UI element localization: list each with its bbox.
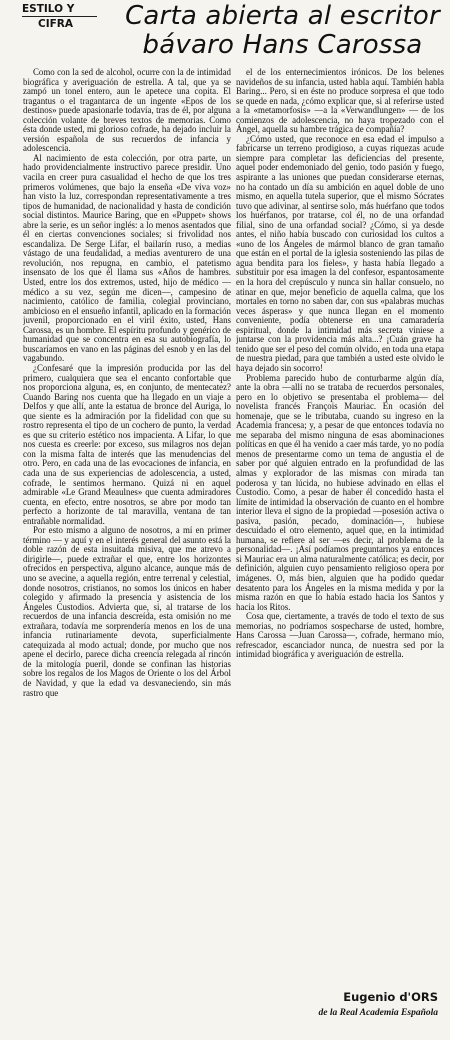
paragraph: Por esto mismo a alguno de nosotros, a mí en primer término — y aquí y en el interés general del asunto está la doble razón de esta insuitada misiva, que me atrevo a dirigirle—, puede extrañar el que, entre los horizontes ofrecidos en perspectiva, alguno alcance, aunque más de uno se avecine, a aquella región, entre terrenal y celestial, donde nosotros, cristianos, no somos los únicos en haber colegido y afirmado la presencia y asistencia de los Ángeles Custodios. Advierta que, si, al tratarse de los recuerdos de una infancia descreída, esta omisión no me extrañara, todavía me sorprendería menos en los de una infancia rutinariamente devota, superficialmente catequizada al modo actual; donde, por mucho que nos apene el decirlo, parece dicha creencia relegada al rincón de la mitología pueril, donde se confinan las historias sobre los regalos de los Magos de Oriente o los del Árbol de Navidad, y que la edad va desvaneciendo, sin más rastro que	[23, 525, 231, 698]
section-tag-line2: CIFRA	[38, 18, 73, 30]
right-column	[236, 68, 444, 1040]
paragraph: Cosa que, ciertamente, a través de todo el texto de sus memorias, no podríamos sospecharse de usted, hombre, Hans Carossa —Juan Carossa—, cofrade, hermano mío, refrescador, escanciador nunca, de nuestra sed por la intimidad biográfica y averiguación de estrella.	[236, 611, 444, 660]
paragraph: Al nacimiento de esta colección, por otra parte, un hado providencialmente instructivo parece presidir. Uno vacila en creer pura casualidad el hecho de que los tres primeros volúmenes, que bajo la enseña «De viva voz» han visto la luz, correspondan representativamente a tres tipos de humanidad, de nacionalidad y hasta de condición social distintos. Maurice Baring, que en «Puppet» shows abre la serie, es un señor inglés: a lo menos asentados que él en ciertas convenciones sociales; si frivolidad nos escandaliza. De Serge Lifar, el bailarín ruso, a medias vástago de una feudalidad, a medias aventurero de una revolución, nos repugna, en cambio, el patetismo insensato de los que él llama sus «Años de hambres. Usted, entre los dos extremos, usted, hijo de médico —médico a su vez, según me dicen—, campesino de nacimiento, católico de familia, colegial provinciano, ambicioso en el ensueño infantil, aplicado en la formación juvenil, proporcionado en el viril éxito, usted, Hans Carossa, es un hombre. El espíritu profundo y genérico de humanidad que se concentra en esa su autobiografía, lo buscaríamos en vano en las páginas del esnob y en las del vagabundo.	[23, 152, 231, 364]
article-title-line2: bávaro Hans Carossa	[142, 30, 423, 60]
paragraph: ¿Cómo usted, que reconoce en esa edad el impulso a fabricarse un terreno prodigioso, a cuyas riquezas acude siempre para completar las deficiencias del presente, aquel poder endemoniado del genio, todo pasión y fuego, aspirante a las uniones que puedan considerarse eternas, no ha contado un día su ambición en aquel doble de uno mismo, en aquella tutela superior, que el mismo Sócrates tuvo que adivinar, al sentirse solo, más huérfano que todos los huérfanos, por tratarse, col él, no de una orfandad filial, sino de una orfandad social? ¿Cómo, si ya desde antes, el niño había buscado con curiosidad los cultos a «uno de los Ángeles de mármol blanco de gran tamaño que están en el portal de la iglesia sosteniendo las pilas de agua bendita para los fieles», y hasta había llegado a substituir por esa imagen la del confesor, espantosamente en la hora del crepúsculo y nunca sin hallar consuelo, no atinar en que, mejor beneficio de aquella calma, que los mortales en torno no saben dar, con sus «palabras muchas veces ásperas» y que nunca llegan en el momento conveniente, podía obtenerse en una camaradería espiritual, donde la intimidad más secreta viniese a juntarse con la providencia más alta...? ¡Cuán grave ha tenido que ser el peso del común olvido, en toda una etapa de nuestra piedad, para que también a usted este olvido le haya dejado sin socorro!	[236, 133, 444, 373]
paragraph: Problema parecido hubo de conturbarme algún día, ante la obra —allí no se trataba de recuerdos personales, pero en lo objetivo se presentaba el problema— del novelista francés François Mauriac. En ocasión del homenaje, que se le tributaba, cuando su ingreso en la Academia francesa; y, a pesar de que entonces todavía no me separaba del mismo ninguna de esas abominaciones políticas en que él ha venido a caer más tarde, yo no podía menos de presentarme como un tema de angustia el de saber por qué alguien entrado en la profundidad de las almas y explorador de las mismas con mirada tan poderosa y tan lúcida, no hubiese advinado en ellas el Custodio. Como, a pesar de haber él concedido hasta el límite de intimidad la observación de cuanto en el hombre interior lleva el signo de la propiedad —posesión activa o pasiva, pasión, pecado, dominación—, hubiese descuidado el otro elemento, aquel que, en la intimidad humana, se refiere al ser —es decir, al problema de la personalidad—. ¡Así podíamos preguntarnos ya entonces si Mauriac era un alma naturalmente católica; es decir, por definición, alguien cuyo pensamiento religioso opera por imágenes. O, más bien, alguien que ha podido quedar desatento para los Ángeles en la misma medida y por la misma razón en que lo había estado hacia los Santos y hacia los Ritos.	[236, 372, 444, 612]
section-tag	[22, 2, 112, 31]
section-tag-line1: ESTILO Y	[22, 2, 97, 17]
article-title	[120, 2, 445, 60]
paragraph: Como con la sed de alcohol, ocurre con la de intimidad biográfica y averiguación de estrella. A tal, que ya se zampó un tonel entero, aun le apetece una copita. El tragantus o el tragantarca de un ingente «Epos de los destinos» puede apasionarle todavía, tras de él, por alguna colección volante de breves textos de memorias. Como ésta donde usted, mi glorioso cofrade, ha dejado incluir la versión española de sus recuerdos de infancia y adolescencia.	[23, 68, 231, 154]
author-name: Eugenio d'ORS	[343, 990, 438, 1004]
paragraph: ¿Confesaré que la impresión producida por las del primero, cualquiera que sea el encanto confortable que nos proporciona alguna, es, en conjunto, de mentecatez? Cuando Baring nos cuenta que ha llegado en un viaje a Delfos y que allí, ante la estatua de bronce del Auriga, lo que siente es la admiración por la fidelidad con que su rostro representa el tipo de un cochero de punto, la verdad es que su criterio estético nos impacienta. A Lifar, lo que nos cuesta es creerle: por exceso, sus milagros nos dejan con la misma falta de interés que las menudencias del otro. Pero, en cada una de las evocaciones de infancia, en cada una de sus experiencias de adolescencia, a usted, cofrade, le sentimos hermano. Quizá ni en aquel admirable «Le Grand Meaulnes» que cuenta admiradores cuenta, en efecto, entre nosotros, se abre por modo tan perfecto a horizonte de tal maravilla, ventana de tan entrañable normalidad.	[23, 362, 231, 526]
author-signature	[238, 990, 438, 1018]
author-institution: de la Real Academia Española	[318, 1008, 438, 1018]
left-column	[23, 68, 231, 1040]
paragraph: el de los enternecimientos irónicos. De los belenes navideños de su infancia, usted habla aquí. También habla Baring... Pero, si en éste no produce sorpresa el que todo se quede en nada, ¿cómo explicar que, si al referirse usted a la «metamorfosis» —a la «Verwandlungen» — de los comienzos de adolescencia, no haya tropezado con el Ángel, aquella su hambre trágica de compañía?	[236, 68, 444, 135]
article-title-line1: Carta abierta al escritor	[125, 1, 440, 31]
